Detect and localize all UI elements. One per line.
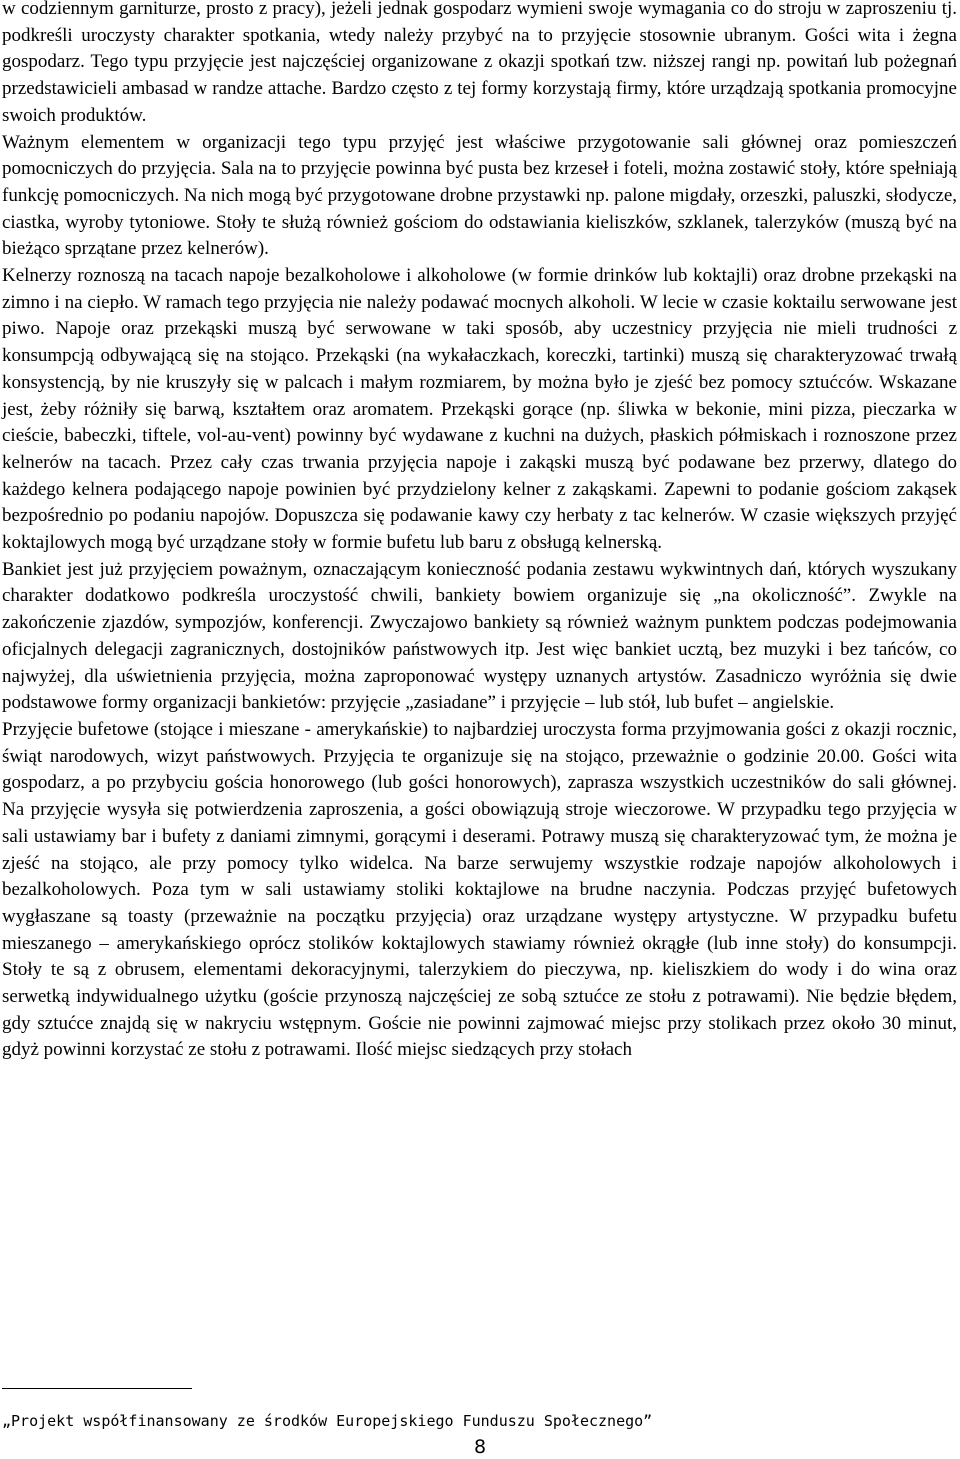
footer-divider <box>2 1388 192 1389</box>
paragraph-2: Ważnym elementem w organizacji tego typu przyjęć jest właściwe przygotowanie sali głównej oraz pomieszczeń pomocniczych do przyjęcia. Sala na to przyjęcie powinna być pusta bez krzeseł i foteli, można zostawić stoły, które spełniają funkcję pomocniczych. Na nich mogą być przygotowane drobne przystawki np. palone migdały, orzeszki, paluszki, słodycze, ciastka, wyroby tytoniowe. Stoły te służą również gościom do odstawiania kieliszków, szklanek, talerzyków (muszą być na bieżąco sprzątane przez kelnerów). <box>2 131 957 260</box>
funding-note: „Projekt współfinansowany ze środków Europejskiego Funduszu Społecznego” <box>2 1412 653 1430</box>
body-text <box>2 0 957 1064</box>
page-number: 8 <box>473 1436 487 1458</box>
paragraph-4: Bankiet jest już przyjęciem poważnym, oznaczającym konieczność podania zestawu wykwintnych dań, których wyszukany charakter dodatkowo podkreśla uroczystość chwili, bankiety bowiem organizuje się „na okoliczność”. Zwykle na zakończenie zjazdów, sympozjów, konferencji. Zwyczajowo bankiety są również ważnym punktem podczas podejmowania oficjalnych delegacji zagranicznych, dostojników państwowych itp. Jest więc bankiet ucztą, bez muzyki i bez tańców, co najwyżej, dla uświetnienia przyjęcia, można zaproponować występy uznanych artystów. Zasadniczo wyróżnia się dwie podstawowe formy organizacji bankietów: przyjęcie „zasiadane” i przyjęcie – lub stół, lub bufet – angielskie. <box>2 558 957 714</box>
paragraph-5: Przyjęcie bufetowe (stojące i mieszane - amerykańskie) to najbardziej uroczysta forma przyjmowania gości z okazji rocznic, świąt narodowych, wizyt państwowych. Przyjęcia te organizuje się na stojąco, przeważnie o godzinie 20.00. Gości wita gospodarz, a po przybyciu gościa honorowego (lub gości honorowych), zaprasza wszystkich uczestników do sali głównej. Na przyjęcie wysyła się potwierdzenia zaproszenia, a gości obowiązują stroje wieczorowe. W przypadku tego przyjęcia w sali ustawiamy bar i bufety z daniami zimnymi, gorącymi i deserami. Potrawy muszą się charakteryzować tym, że można je zjeść na stojąco, ale przy pomocy tylko widelca. Na barze serwujemy wszystkie rodzaje napojów alkoholowych i bezalkoholowych. Poza tym w sali ustawiamy stoliki koktajlowe na brudne naczynia. Podczas przyjęć bufetowych wygłaszane są toasty (przeważnie na początku przyjęcia) oraz urządzane występy artystyczne. W przypadku bufetu mieszanego – amerykańskiego oprócz stolików koktajlowych stawiamy również okrągłe (lub inne stoły) do konsumpcji. Stoły te są z obrusem, elementami dekoracyjnymi, talerzykiem do pieczywa, np. kieliszkiem do wody i do wina oraz serwetką indywidualnego użytku (goście przynoszą najczęściej ze sobą sztućce ze stołu z potrawami). Nie będzie błędem, gdy sztućce znajdą się w nakryciu wstępnym. Goście nie powinni zajmować miejsc przy stolikach przez około 30 minut, gdyż powinni korzystać ze stołu z potrawami. Ilość miejsc siedzących przy stołach <box>2 718 957 1061</box>
paragraph-1: w codziennym garniturze, prosto z pracy), jeżeli jednak gospodarz wymieni swoje wymagania co do stroju w zaproszeniu tj. podkreśli uroczysty charakter spotkania, wtedy należy przybyć na to przyjęcie stosownie ubranym. Gości wita i żegna gospodarz. Tego typu przyjęcie jest najczęściej organizowane z okazji spotkań tzw. niższej rangi np. powitań lub pożegnań przedstawicieli ambasad w randze attache. Bardzo często z tej formy korzystają firmy, które urządzają spotkania promocyjne swoich produktów. <box>2 0 957 126</box>
paragraph-3: Kelnerzy roznoszą na tacach napoje bezalkoholowe i alkoholowe (w formie drinków lub koktajli) oraz drobne przekąski na zimno i na ciepło. W ramach tego przyjęcia nie należy podawać mocnych alkoholi. W lecie w czasie koktailu serwowane jest piwo. Napoje oraz przekąski muszą być serwowane w taki sposób, aby uczestnicy przyjęcia nie mieli trudności z konsumpcją odbywającą się na stojąco. Przekąski (na wykałaczkach, koreczki, tartinki) muszą się charakteryzować trwałą konsystencją, by nie kruszyły się w palcach i małym rozmiarem, by można było je zjeść bez pomocy sztućców. Wskazane jest, żeby różniły się barwą, kształtem oraz aromatem. Przekąski gorące (np. śliwka w bekonie, mini pizza, pieczarka w cieście, babeczki, tiftele, vol-au-vent) powinny być wydawane z kuchni na dużych, płaskich półmiskach i roznoszone przez kelnerów na tacach. Przez cały czas trwania przyjęcia napoje i zakąski muszą być podawane bez przerwy, dlatego do każdego kelnera podającego napoje powinien być przydzielony kelner z zakąskami. Zapewni to podanie gościom zakąsek bezpośrednio po podaniu napojów. Dopuszcza się podawanie kawy czy herbaty z tac kelnerów. W czasie większych przyjęć koktajlowych mogą być urządzane stoły w formie bufetu lub baru z obsługą kelnerską. <box>2 265 957 554</box>
